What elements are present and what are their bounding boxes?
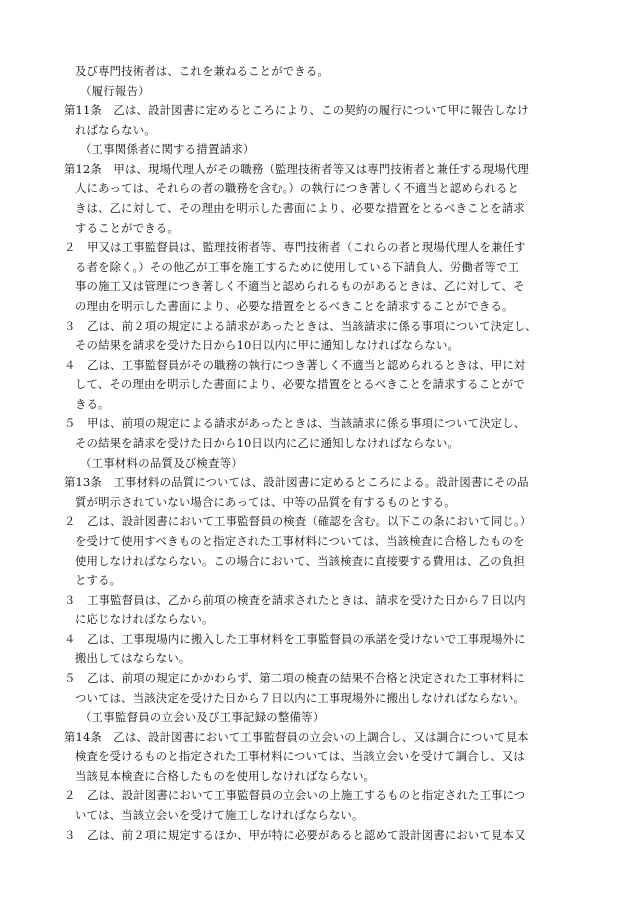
- text-line: いては、当該立会いを受けて施工しなければならない。: [75, 808, 364, 823]
- text-line: して、その理由を明示した書面により、必要な措置をとるべきことを請求することがで: [75, 377, 525, 392]
- text-line: ２ 乙は、設計図書において工事監督員の立会いの上施工するものと指定された工事につ: [64, 788, 526, 803]
- text-line: 搬出してはならない。: [75, 651, 191, 666]
- text-line: ２ 乙は、設計図書において工事監督員の検査（確認を含む。以下この条において同じ。）: [64, 514, 532, 529]
- text-line: その結果を請求を受けた日から10日以内に甲に通知しなければならない。: [75, 338, 460, 353]
- text-line: ５ 甲は、前項の規定による請求があったときは、当該請求に係る事項について決定し、: [64, 416, 526, 431]
- text-line: ３ 乙は、前２項の規定による請求があったときは、当該請求に係る事項について決定し、: [64, 318, 537, 333]
- text-line: とする。: [75, 573, 122, 588]
- heading-text: （履行報告）: [80, 83, 150, 98]
- text-line: その結果を請求を受けた日から10日以内に乙に通知しなければならない。: [75, 436, 460, 451]
- text-line: ３ 乙は、前２項に規定するほか、甲が特に必要があると認めて設計図書において見本又: [64, 827, 526, 842]
- text-line: 及び専門技術者は、これを兼ねることができる。: [75, 64, 329, 78]
- heading-text: （工事監督員の立会い及び工事記録の整備等）: [80, 710, 325, 725]
- text-line: ついては、当該決定を受けた日から７日以内に工事現場外に搬出しなければならない。: [75, 690, 526, 705]
- text-line: ２ 甲又は工事監督員は、監理技術者等、専門技術者（これらの者と現場代理人を兼任す: [64, 240, 526, 255]
- text-line: ればならない。: [75, 122, 156, 137]
- text-line: 第13条 工事材料の品質については、設計図書に定めるところによる。設計図書にその品: [64, 475, 529, 490]
- text-line: ４ 乙は、工事現場内に搬入した工事材料を工事監督員の承諾を受けないで工事現場外に: [64, 631, 526, 646]
- text-line: 第12条 甲は、現場代理人がその職務（監理技術者等又は専門技術者と兼任する現場代理: [64, 161, 529, 176]
- text-line: きは、乙に対して、その理由を明示した書面により、必要な措置をとるべきことを請求: [75, 201, 525, 216]
- text-line: の理由を明示した書面により、必要な措置をとるべきことを請求することができる。: [75, 298, 514, 313]
- text-line: 当該見本検査に合格したものを使用しなければならない。: [75, 768, 376, 783]
- text-line: 第11条 乙は、設計図書に定めるところにより、この契約の履行について甲に報告しなけ: [64, 103, 529, 118]
- text-line: 使用しなければならない。この場合において、当該検査に直接要する費用は、乙の負担: [75, 553, 525, 568]
- text-line: ５ 乙は、前項の規定にかかわらず、第二項の検査の結果不合格と決定された工事材料に: [64, 670, 525, 685]
- text-line: 検査を受けるものと指定された工事材料については、当該立会いを受けて調合し、又は: [75, 749, 525, 764]
- text-line: きる。: [75, 396, 110, 411]
- text-line: に応じなければならない。: [75, 612, 214, 627]
- text-line: る者を除く。）その他乙が工事を施工するために使用している下請負人、労働者等で工: [75, 259, 520, 274]
- text-line: 第14条 乙は、設計図書において工事監督員の立会いの上調合し、又は調合について見本: [64, 729, 529, 744]
- heading-text: （工事材料の品質及び検査等）: [80, 455, 243, 470]
- text-line: を受けて使用すべきものと指定された工事材料については、当該検査に合格したものを: [75, 533, 525, 548]
- text-line: ４ 乙は、工事監督員がその職務の執行につき著しく不適当と認められるときは、甲に対: [64, 357, 526, 372]
- text-line: 事の施工又は管理につき著しく不適当と認められるものがあるときは、乙に対して、そ: [75, 279, 525, 294]
- heading-text: （工事関係者に関する措置請求）: [80, 142, 255, 157]
- text-line: 質が明示されていない場合にあっては、中等の品質を有するものとする。: [75, 494, 456, 509]
- text-line: することができる。: [75, 220, 179, 235]
- text-line: 人にあっては、それらの者の職務を含む。）の執行につき著しく不適当と認められると: [75, 181, 520, 196]
- text-line: ３ 工事監督員は、乙から前項の検査を請求されたときは、請求を受けた日から７日以内: [64, 592, 526, 607]
